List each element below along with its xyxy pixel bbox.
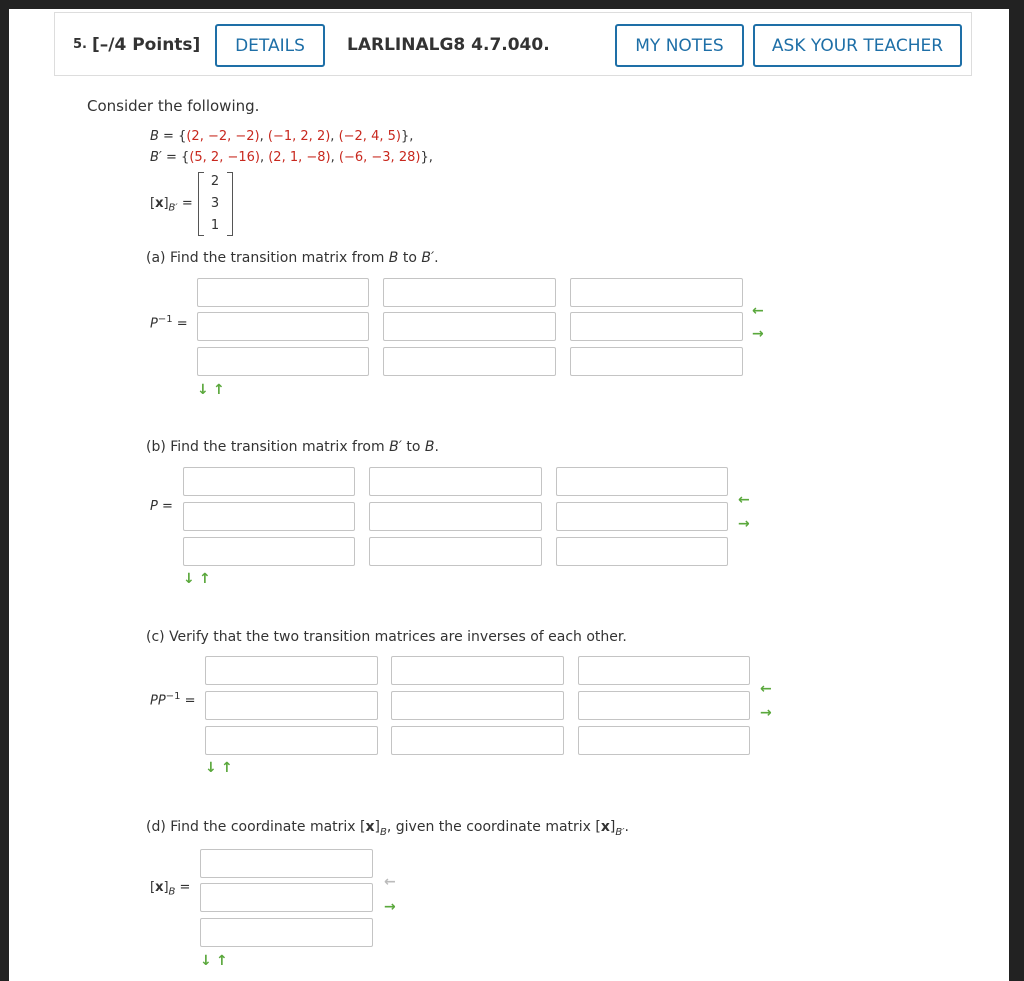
matrix-a-cell-3-1[interactable] (197, 347, 369, 376)
matrix-c-cell-3-3[interactable] (578, 726, 750, 755)
matrix-a-cell-2-2[interactable] (383, 312, 556, 341)
matrix-c-cell-3-1[interactable] (205, 726, 378, 755)
add-row-icon[interactable]: ↑ (216, 953, 228, 969)
part-a-matrix-label: $P^{-1}$ = (150, 314, 188, 332)
part-b-label: (b) Find the transition matrix from B′ to B. (146, 439, 439, 455)
given-matrix-value: 1 (210, 218, 220, 233)
remove-row-icon[interactable]: ↓ (183, 571, 195, 587)
question-number: 5. (73, 37, 87, 52)
remove-row-icon[interactable]: ↓ (197, 382, 209, 398)
page-border-right (1009, 0, 1024, 981)
matrix-a-cell-3-2[interactable] (383, 347, 556, 376)
matrix-c-cell-3-2[interactable] (391, 726, 564, 755)
matrix-c-cell-2-3[interactable] (578, 691, 750, 720)
matrix-c-cell-1-2[interactable] (391, 656, 564, 685)
page-border-left (0, 0, 9, 981)
my-notes-button[interactable]: MY NOTES (615, 24, 744, 67)
details-button[interactable]: DETAILS (215, 24, 325, 67)
set-b-line: B = {(2, −2, −2), (−1, 2, 2), (−2, 4, 5)}, (150, 129, 414, 144)
set-bprime-vector: (2, 1, −8) (268, 150, 331, 165)
part-b-matrix-label: P = (150, 499, 173, 514)
matrix-c-cell-2-1[interactable] (205, 691, 378, 720)
matrix-b-cell-1-1[interactable] (183, 467, 355, 496)
matrix-b-cell-2-1[interactable] (183, 502, 355, 531)
remove-column-icon[interactable]: ← (760, 681, 772, 697)
matrix-d-cell-3-1[interactable] (200, 918, 373, 947)
add-column-icon[interactable]: → (384, 899, 396, 915)
remove-row-icon[interactable]: ↓ (205, 760, 217, 776)
matrix-b-cell-3-2[interactable] (369, 537, 542, 566)
given-matrix-bracket-left (198, 172, 204, 236)
matrix-c-cell-2-2[interactable] (391, 691, 564, 720)
part-c-label: (c) Verify that the two transition matrices are inverses of each other. (146, 629, 627, 645)
matrix-b-cell-3-3[interactable] (556, 537, 728, 566)
matrix-a-cell-1-1[interactable] (197, 278, 369, 307)
matrix-a-cell-1-2[interactable] (383, 278, 556, 307)
part-c-matrix-label: $PP^{-1}$ = (150, 691, 196, 709)
add-row-icon[interactable]: ↑ (221, 760, 233, 776)
matrix-c-cell-1-3[interactable] (578, 656, 750, 685)
given-matrix-value: 3 (210, 196, 220, 211)
matrix-b-cell-2-2[interactable] (369, 502, 542, 531)
matrix-a-cell-1-3[interactable] (570, 278, 743, 307)
question-points: [–/4 Points] (92, 35, 201, 55)
matrix-a-cell-2-3[interactable] (570, 312, 743, 341)
part-d-matrix-label: $[x]_B$ = (150, 880, 191, 898)
given-matrix-bracket-right (227, 172, 233, 236)
ask-teacher-button[interactable]: ASK YOUR TEACHER (753, 24, 962, 67)
remove-row-icon[interactable]: ↓ (200, 953, 212, 969)
matrix-b-cell-1-2[interactable] (369, 467, 542, 496)
remove-column-icon[interactable]: ← (738, 492, 750, 508)
matrix-d-cell-2-1[interactable] (200, 883, 373, 912)
matrix-b-cell-3-1[interactable] (183, 537, 355, 566)
part-d-label: (d) Find the coordinate matrix $[x]_B$, given the coordinate matrix $[x]_{B'}$. (146, 819, 629, 838)
given-matrix-value: 2 (210, 174, 220, 189)
given-matrix-label: $[x]_{B'}$ = (150, 196, 193, 214)
question-code: LARLINALG8 4.7.040. (347, 35, 550, 55)
add-row-icon[interactable]: ↑ (213, 382, 225, 398)
set-bprime-vector: (−6, −3, 28) (338, 150, 421, 165)
set-bprime-line: B′ = {(5, 2, −16), (2, 1, −8), (−6, −3, 28)}, (150, 150, 433, 165)
question-prompt: Consider the following. (87, 97, 260, 115)
set-bprime-vector: (5, 2, −16) (189, 150, 260, 165)
set-b-vector: (−2, 4, 5) (338, 129, 401, 144)
add-column-icon[interactable]: → (760, 705, 772, 721)
question-header (54, 12, 972, 76)
part-a-label: (a) Find the transition matrix from B to B′. (146, 250, 439, 266)
matrix-d-cell-1-1[interactable] (200, 849, 373, 878)
add-column-icon[interactable]: → (738, 516, 750, 532)
matrix-b-cell-2-3[interactable] (556, 502, 728, 531)
matrix-b-cell-1-3[interactable] (556, 467, 728, 496)
matrix-a-cell-2-1[interactable] (197, 312, 369, 341)
set-b-vector: (−1, 2, 2) (267, 129, 331, 144)
set-b-vector: (2, −2, −2) (186, 129, 260, 144)
page-border-top (0, 0, 1024, 9)
matrix-a-cell-3-3[interactable] (570, 347, 743, 376)
add-column-icon[interactable]: → (752, 326, 764, 342)
remove-column-icon[interactable]: ← (752, 303, 764, 319)
matrix-c-cell-1-1[interactable] (205, 656, 378, 685)
add-row-icon[interactable]: ↑ (199, 571, 211, 587)
remove-column-icon: ← (384, 874, 396, 890)
